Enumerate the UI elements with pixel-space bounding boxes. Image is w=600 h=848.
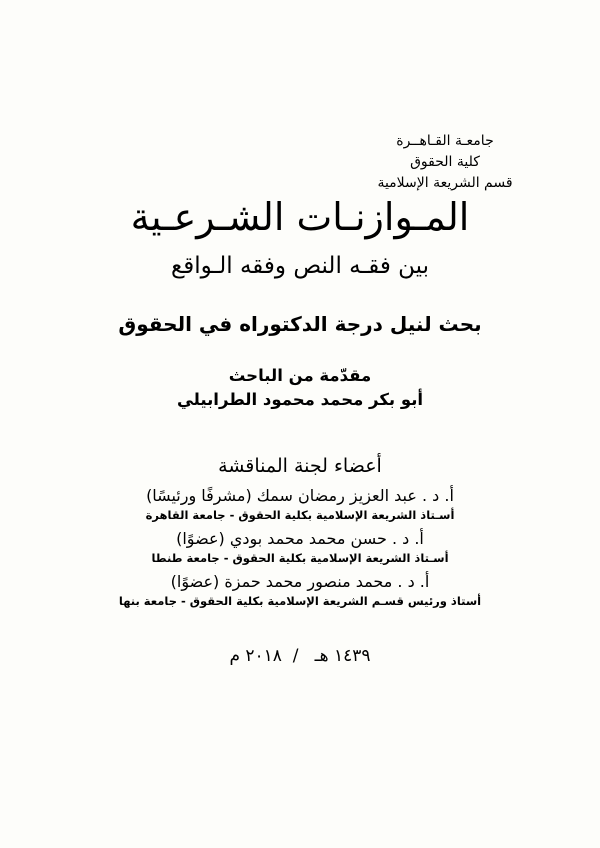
member-affiliation: أسـتاذ الشريعة الإسلامية بكلية الحقوق - جامعة طنطا (151, 551, 449, 565)
faculty-name: كلية الحقوق (410, 154, 480, 170)
committee-section (0, 453, 600, 614)
member-name: أ. د . محمد منصور محمد حمزة (عضوًا) (170, 572, 430, 591)
committee-member (0, 528, 600, 566)
committee-heading: أعضاء لجنة المناقشة (218, 455, 382, 477)
member-affiliation: أستاذ ورئيس قسـم الشريعة الإسلامية بكلية الحقوق - جامعة بنها (118, 594, 482, 608)
thesis-subtitle: بين فقـه النص وفقه الـواقع (170, 253, 430, 279)
university-name: جامعـة القـاهــرة (396, 133, 494, 149)
hijri-gregorian-date: ١٤٣٩ هـ / ٢٠١٨ م (229, 646, 371, 666)
researcher-name: أبو بكر محمد محمود الطرابيلي (176, 390, 424, 409)
presented-by-block (0, 364, 600, 412)
member-name: أ. د . حسن محمد محمد بودي (عضوًا) (176, 529, 424, 548)
committee-member (0, 571, 600, 609)
committee-member (0, 485, 600, 523)
degree-statement: بحث لنيل درجة الدكتوراه في الحقوق (118, 312, 482, 336)
presented-by-label: مقدّمة من الباحث (228, 366, 372, 385)
member-name: أ. د . عبد العزيز رمضان سمك (مشرفًا ورئيسًا) (146, 486, 454, 505)
member-affiliation: أسـتاذ الشريعة الإسلامية بكلية الحقوق - جامعة القاهرة (145, 508, 455, 522)
thesis-title: المـوازنـات الشـرعـية (130, 195, 470, 239)
department-name: قسم الشريعة الإسلامية (377, 175, 513, 191)
institution-block (340, 131, 550, 194)
